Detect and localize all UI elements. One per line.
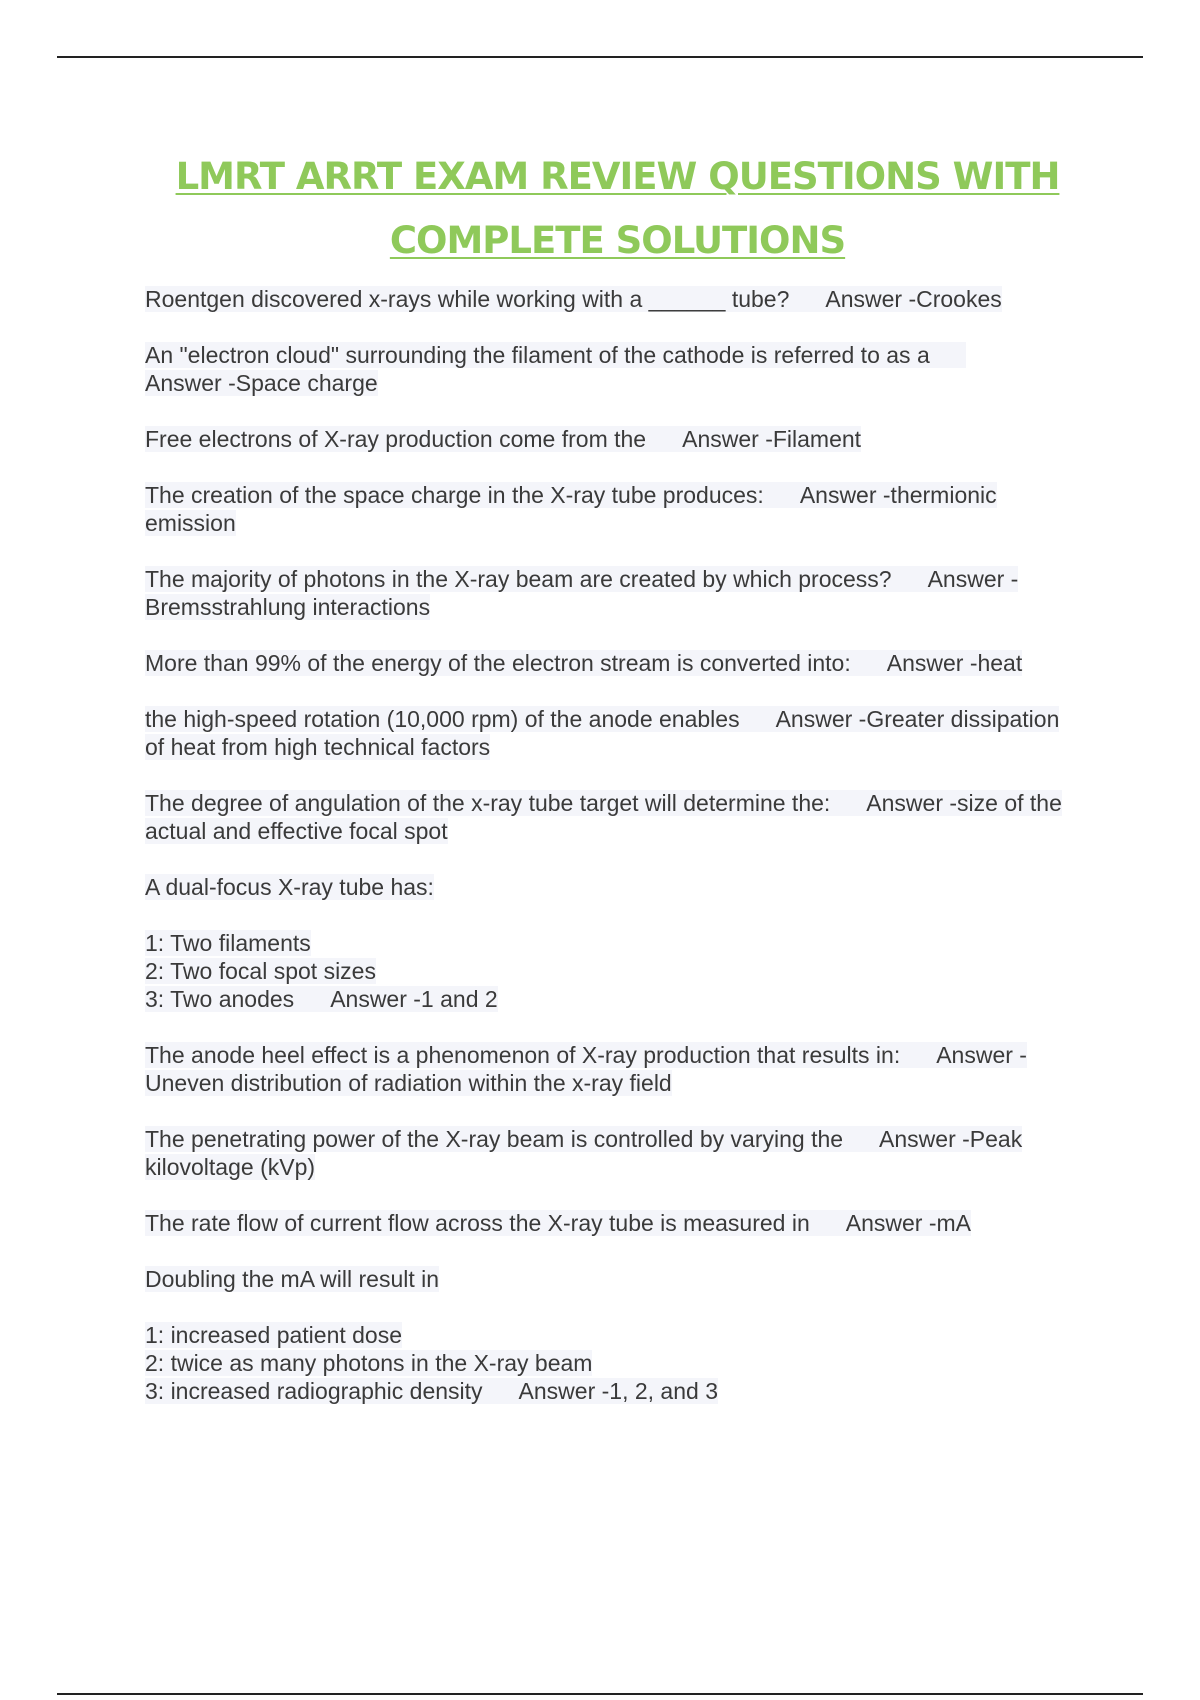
option-text: 3: increased radiographic density: [145, 1378, 483, 1404]
option-text: 3: Two anodes: [145, 986, 295, 1012]
option-text: 1: increased patient dose: [145, 1322, 403, 1348]
qa-item: [145, 1125, 1075, 1181]
question-text: Roentgen discovered x-rays while working with a ______ tube?: [145, 286, 790, 312]
answer-text: Answer -1 and 2: [330, 986, 498, 1012]
answer-text: Answer -heat: [886, 650, 1023, 676]
answer-text: Answer -Greater dissipation of heat from high technical factors: [145, 706, 1060, 760]
qa-item: [145, 705, 1075, 761]
question-text: Free electrons of X-ray production come from the: [145, 426, 647, 452]
title-line-1: LMRT ARRT EXAM REVIEW QUESTIONS WITH: [175, 155, 1060, 198]
answer-text: Answer -Space charge: [145, 370, 378, 396]
qa-options: [145, 929, 1075, 1013]
answer-text: Answer -Crookes: [825, 286, 1002, 312]
answer-text: Answer -thermionic emission: [145, 482, 997, 536]
qa-item: [145, 565, 1075, 621]
question-text: A dual-focus X-ray tube has:: [145, 874, 434, 900]
qa-item: [145, 481, 1075, 537]
answer-text: Answer -1, 2, and 3: [518, 1378, 718, 1404]
qa-item: [145, 341, 1075, 397]
qa-item: [145, 425, 1075, 453]
question-text: The majority of photons in the X-ray beam are created by which process?: [145, 566, 892, 592]
question-text: The creation of the space charge in the X-ray tube produces:: [145, 482, 764, 508]
option-text: 2: twice as many photons in the X-ray beam: [145, 1350, 593, 1376]
qa-list: [145, 285, 1075, 1433]
answer-text: Answer -Uneven distribution of radiation within the x-ray field: [145, 1042, 1027, 1096]
qa-item: [145, 1041, 1075, 1097]
title-line-2: COMPLETE SOLUTIONS: [389, 219, 846, 262]
question-text: the high-speed rotation (10,000 rpm) of the anode enables: [145, 706, 740, 732]
answer-text: Answer -Bremsstrahlung interactions: [145, 566, 1019, 620]
qa-item: [145, 285, 1075, 313]
answer-text: Answer -size of the actual and effective focal spot: [145, 790, 1062, 844]
question-text: Doubling the mA will result in: [145, 1266, 440, 1292]
qa-item: [145, 649, 1075, 677]
qa-item: [145, 873, 1075, 901]
qa-options: [145, 1321, 1075, 1405]
question-text: The penetrating power of the X-ray beam is controlled by varying the: [145, 1126, 844, 1152]
question-text: More than 99% of the energy of the electron stream is converted into:: [145, 650, 851, 676]
option-text: 2: Two focal spot sizes: [145, 958, 376, 984]
document-title: [0, 145, 1200, 273]
answer-text: Answer -mA: [845, 1210, 971, 1236]
qa-item: [145, 789, 1075, 845]
qa-item: [145, 1265, 1075, 1293]
header-rule: [57, 56, 1143, 58]
question-text: The degree of angulation of the x-ray tube target will determine the:: [145, 790, 831, 816]
answer-text: Answer -Peak kilovoltage (kVp): [145, 1126, 1023, 1180]
question-text: An "electron cloud" surrounding the filament of the cathode is referred to as a: [145, 342, 930, 368]
question-text: The rate flow of current flow across the X-ray tube is measured in: [145, 1210, 810, 1236]
option-text: 1: Two filaments: [145, 930, 311, 956]
answer-text: Answer -Filament: [682, 426, 862, 452]
footer-rule: [57, 1693, 1143, 1695]
qa-item: [145, 1209, 1075, 1237]
question-text: The anode heel effect is a phenomenon of X-ray production that results in:: [145, 1042, 901, 1068]
